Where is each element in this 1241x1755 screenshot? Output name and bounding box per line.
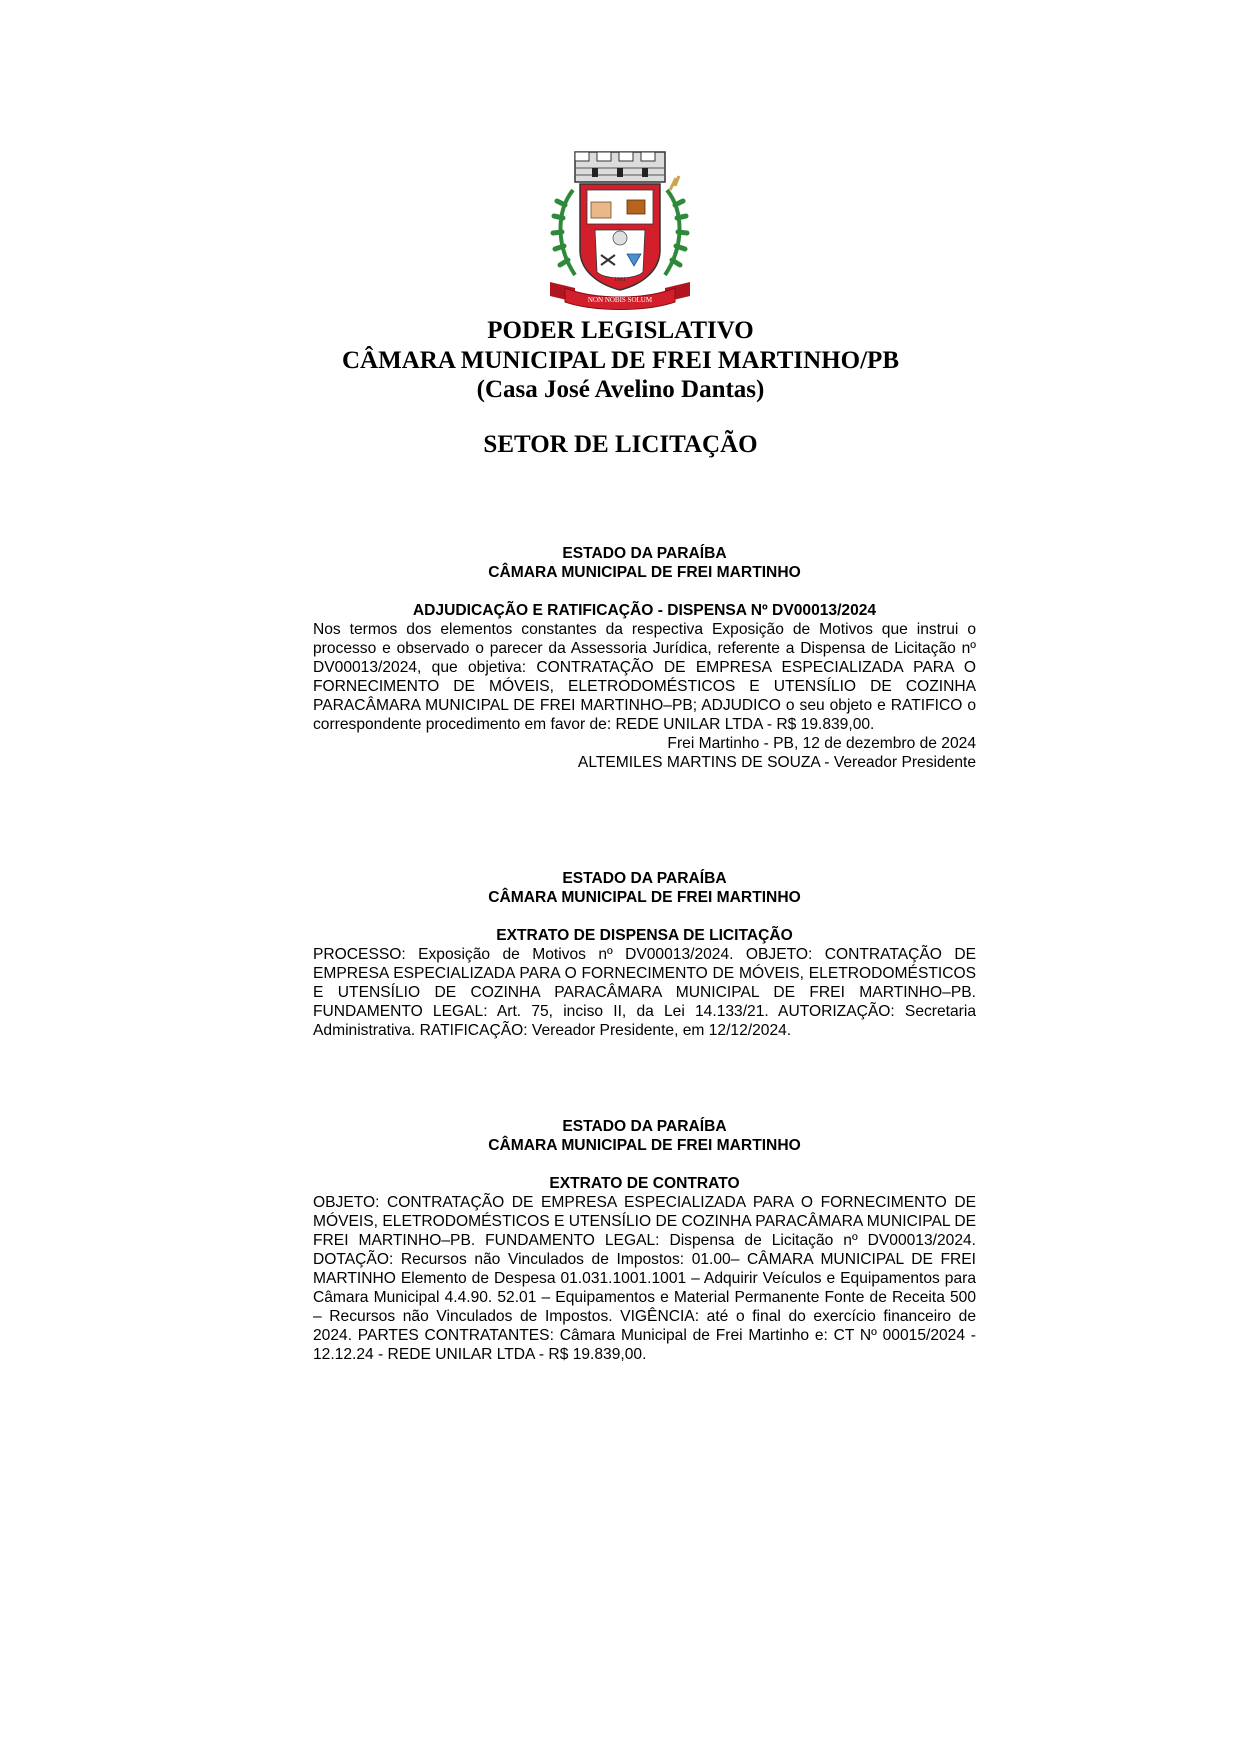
section-title: EXTRATO DE DISPENSA DE LICITAÇÃO: [496, 927, 793, 944]
municipal-crest-logo: [535, 150, 705, 310]
section-extrato-contrato: [313, 1117, 976, 1364]
section-adjudicacao: [313, 544, 976, 772]
letterhead-line-1: PODER LEGISLATIVO: [487, 317, 754, 344]
section-body: PROCESSO: Exposição de Motivos nº DV00013/2024. OBJETO: CONTRATAÇÃO DE EMPRESA ESPECIALIZADA PARA O FORNECIMENTO DE MÓVEIS, ELETRODOMÉSTICOS E UTENSÍLIO DE COZINHA PARACÂMARA MUNICIPAL DE FREI MARTINHO–PB. FUNDAMENTO LEGAL: Art. 75, inciso II, da Lei 14.133/21. AUTORIZAÇÃO: Secretaria Administrativa. RATIFICAÇÃO: Vereador Presidente, em 12/12/2024.: [313, 946, 976, 1039]
section-title: ADJUDICAÇÃO E RATIFICAÇÃO - DISPENSA Nº DV00013/2024: [412, 602, 877, 619]
section-state: ESTADO DA PARAÍBA: [562, 870, 727, 887]
section-title: EXTRATO DE CONTRATO: [549, 1175, 740, 1192]
section-body: OBJETO: CONTRATAÇÃO DE EMPRESA ESPECIALIZADA PARA O FORNECIMENTO DE MÓVEIS, ELETRODOMÉSTICOS E UTENSÍLIO DE COZINHA PARACÂMARA MUNICIPAL DE FREI MARTINHO–PB. FUNDAMENTO LEGAL: Dispensa de Licitação nº DV00013/2024. DOTAÇÃO: Recursos não Vinculados de Impostos: 01.00– CÂMARA MUNICIPAL DE FREI MARTINHO Elemento de Despesa 01.031.1001.1001 – Adquirir Veículos e Equipamentos para Câmara Municipal 4.4.90. 52.01 – Equipamentos e Material Permanente Fonte de Receita 500 – Recursos não Vinculados de Impostos. VIGÊNCIA: até o final do exercício financeiro de 2024. PARTES CONTRATANTES: Câmara Municipal de Frei Martinho e: CT Nº 00015/2024 - 12.12.24 - REDE UNILAR LTDA - R$ 19.839,00.: [313, 1194, 976, 1363]
section-date: Frei Martinho - PB, 12 de dezembro de 2024: [667, 735, 976, 752]
section-chamber: CÂMARA MUNICIPAL DE FREI MARTINHO: [488, 1137, 801, 1154]
crest-year: 1961: [614, 277, 626, 283]
section-body: Nos termos dos elementos constantes da respectiva Exposição de Motivos que instrui o processo e observado o parecer da Assessoria Jurídica, referente a Dispensa de Licitação nº DV00013/2024, que objetiva: CONTRATAÇÃO DE EMPRESA ESPECIALIZADA PARA O FORNECIMENTO DE MÓVEIS, ELETRODOMÉSTICOS E UTENSÍLIO DE COZINHA PARACÂMARA MUNICIPAL DE FREI MARTINHO–PB; ADJUDICO o seu objeto e RATIFICO o correspondente procedimento em favor de: REDE UNILAR LTDA - R$ 19.839,00.: [313, 621, 976, 733]
section-chamber: CÂMARA MUNICIPAL DE FREI MARTINHO: [488, 889, 801, 906]
crest-shield: [580, 184, 660, 290]
section-chamber: CÂMARA MUNICIPAL DE FREI MARTINHO: [488, 564, 801, 581]
section-signature: ALTEMILES MARTINS DE SOUZA - Vereador Presidente: [577, 754, 976, 771]
crest-crown: [575, 152, 665, 182]
section-state: ESTADO DA PARAÍBA: [562, 545, 727, 562]
letterhead-line-2: CÂMARA MUNICIPAL DE FREI MARTINHO/PB: [342, 347, 899, 374]
crest-ribbon-text: NON NOBIS SOLUM: [587, 296, 653, 304]
section-state: ESTADO DA PARAÍBA: [562, 1118, 727, 1135]
section-extrato-dispensa: [313, 869, 976, 1040]
letterhead-sector: SETOR DE LICITAÇÃO: [483, 431, 758, 458]
letterhead-line-3: (Casa José Avelino Dantas): [476, 376, 765, 403]
